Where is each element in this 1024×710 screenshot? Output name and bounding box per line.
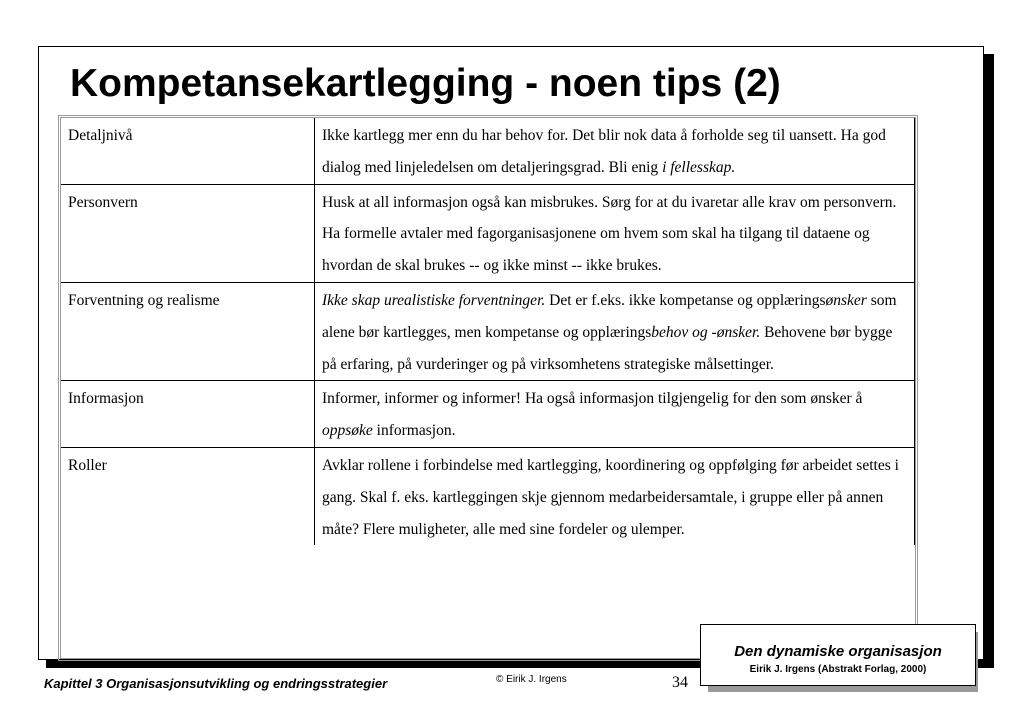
tips-table (61, 118, 915, 545)
table-row (61, 447, 915, 545)
author-line: Eirik J. Irgens (Abstrakt Forlag, 2000) (749, 664, 927, 675)
footer-chapter: Kapittel 3 Organisasjonsutvikling og endringsstrategier (44, 676, 388, 691)
tip-emphasis: Ikke skap urealistiske forventninger. (322, 291, 546, 309)
tip-cell (315, 381, 915, 448)
tip-text: Informer, informer og informer! Ha også informasjon tilgjengelig for den som ønsker å (322, 390, 863, 408)
tip-text: informasjon. (372, 422, 456, 440)
topic-cell: Forventning og realisme (61, 282, 315, 380)
tip-emphasis: behov og -ønsker. (651, 323, 761, 341)
topic-cell: Informasjon (61, 381, 315, 448)
tip-emphasis: ønsker (825, 291, 867, 309)
tip-emphasis: i fellesskap. (662, 158, 736, 176)
table-row (61, 282, 915, 380)
tips-table-frame (58, 115, 918, 661)
tip-text: Husk at all informasjon også kan misbrukes. Sørg for at du ivaretar alle krav om personvern. Ha formelle avtaler med fagorganisasjonene om hvem som skal ha tilgang til dataene og hvordan de skal brukes -- og ikke minst -- ikke brukes. (322, 193, 897, 275)
tip-text: som alene bør kartlegges, men kompetanse og opplærings (322, 291, 897, 341)
topic-cell: Detaljnivå (61, 118, 315, 184)
topic-cell: Personvern (61, 184, 315, 282)
table-row (61, 118, 915, 184)
book-title: Den dynamiske organisasjon (734, 643, 942, 660)
tip-text: Avklar rollene i forbindelse med kartlegging, koordinering og oppfølging før arbeidet settes i gang. Skal f. eks. kartleggingen skje gjennom medarbeidersamtale, i gruppe eller på annen måte? Flere muligheter, alle med sine fordeler og ulemper. (322, 456, 899, 538)
tip-emphasis: oppsøke (322, 422, 373, 440)
tip-cell (315, 184, 915, 282)
page-number: 34 (672, 674, 688, 691)
tip-cell (315, 118, 915, 184)
tip-text: Ikke kartlegg mer enn du har behov for. Det blir nok data å forholde seg til uansett. Ha god dialog med linjeledelsen om detaljeringsgrad. Bli enig (322, 127, 886, 176)
tip-cell (315, 447, 915, 545)
tip-cell (315, 282, 915, 380)
table-row (61, 184, 915, 282)
table-row (61, 381, 915, 448)
tips-table-body (61, 118, 915, 545)
tip-text: Det er f.eks. ikke kompetanse og opplærings (545, 291, 826, 309)
tip-text: Behovene bør bygge på erfaring, på vurderinger og på virksomhetens strategiske målsettinger. (322, 323, 893, 373)
topic-cell: Roller (61, 447, 315, 545)
slide-title: Kompetansekartlegging - noen tips (2) (70, 62, 781, 105)
footer-copyright: © Eirik J. Irgens (496, 674, 567, 685)
publisher-box (700, 624, 976, 686)
